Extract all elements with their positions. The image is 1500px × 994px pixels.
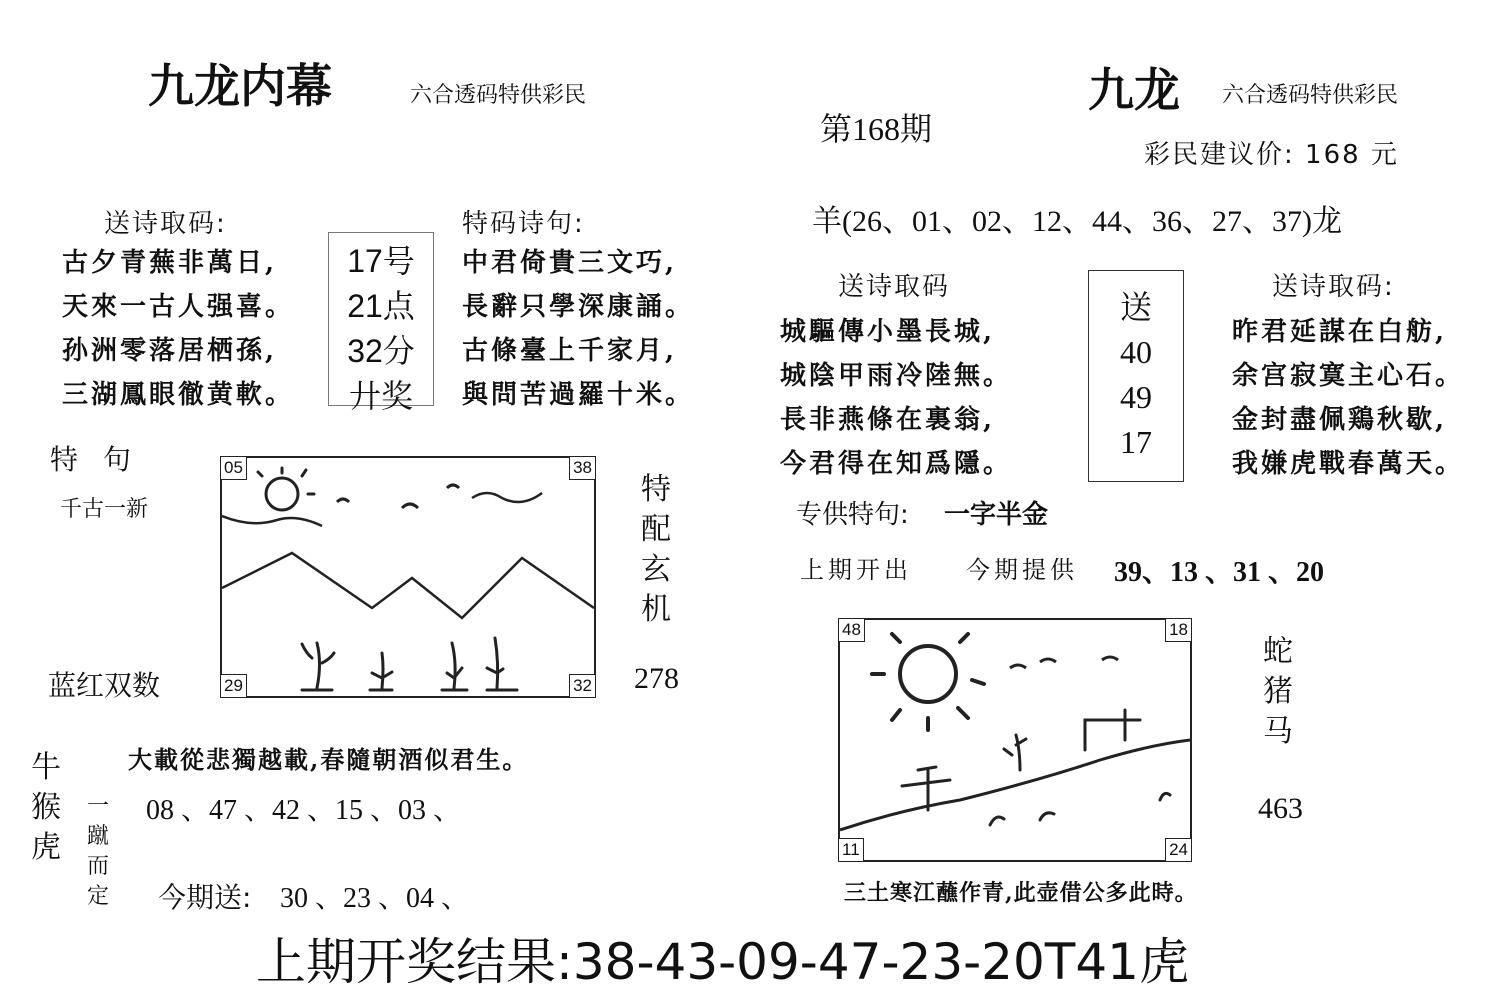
left-verse-line: 與問苦過羅十米。 bbox=[462, 380, 695, 410]
left-pic-corner-tl: 05 bbox=[220, 456, 247, 480]
left-verse bbox=[462, 241, 694, 417]
right-pic-corner-br: 24 bbox=[1165, 838, 1192, 862]
right-poem-label-a: 送诗取码 bbox=[838, 272, 951, 302]
right-number-box bbox=[1088, 270, 1184, 482]
left-box-item: 廾奖 bbox=[348, 378, 413, 414]
right-special-label: 专供特句: bbox=[796, 500, 909, 530]
right-caption: 三土寒江蘸作青,此壶借公多此時。 bbox=[844, 880, 1198, 906]
left-today-numbers: 30 、23 、04 、 bbox=[280, 883, 470, 914]
left-title: 九龙内幕 bbox=[148, 59, 332, 113]
right-numbers-line: 羊(26、01、02、12、44、36、27、37)龙 bbox=[812, 205, 1342, 238]
left-poem-line: 孙洲零落居栖孫, bbox=[62, 336, 278, 366]
right-poem-a-line: 長非燕條在裏翁, bbox=[780, 405, 996, 435]
left-poem-line: 三湖鳳眼徹黄軟。 bbox=[62, 380, 295, 410]
right-last-label: 上期开出 bbox=[800, 556, 912, 584]
right-this-numbers: 39、13 、31 、20 bbox=[1114, 557, 1325, 588]
left-poem bbox=[62, 241, 294, 417]
right-pic-corner-bl: 11 bbox=[838, 838, 864, 862]
left-zodiac-vertical bbox=[28, 748, 64, 868]
last-result: 上期开奖结果:38-43-09-47-23-20T41虎 bbox=[256, 933, 1189, 991]
right-subtitle: 六合透码特供彩民 bbox=[1222, 83, 1399, 108]
right-side-char: 蛇 bbox=[1263, 634, 1293, 669]
right-poem-label-b: 送诗取码: bbox=[1272, 272, 1395, 302]
right-pic-corner-tl: 48 bbox=[838, 618, 865, 642]
left-box-item: 32分 bbox=[347, 333, 415, 369]
left-side-char: 玄 bbox=[641, 552, 671, 587]
right-poem-a-line: 城驅傳小墨長城, bbox=[780, 317, 996, 347]
yiju-char: 而 bbox=[86, 854, 109, 879]
right-box-item: 送 bbox=[1119, 289, 1152, 325]
zodiac-char: 猴 bbox=[31, 790, 61, 825]
left-subtitle: 六合透码特供彩民 bbox=[410, 83, 587, 108]
left-side-char: 机 bbox=[641, 592, 671, 627]
left-poem-line: 古夕青蕪非萬日, bbox=[62, 248, 278, 278]
zodiac-char: 牛 bbox=[31, 750, 61, 785]
left-special-label: 特 句 bbox=[50, 443, 139, 476]
right-this-label: 今期提供 bbox=[966, 556, 1078, 584]
left-pic-corner-tr: 38 bbox=[569, 456, 596, 480]
left-special-text: 千古一新 bbox=[60, 497, 149, 522]
left-side-number: 278 bbox=[634, 662, 679, 695]
right-box-item: 49 bbox=[1120, 379, 1152, 415]
right-poem-b-line: 金封盡佩鶏秋歇, bbox=[1232, 405, 1448, 435]
sunrise-hill-scene-icon bbox=[840, 620, 1190, 860]
right-title: 九龙 bbox=[1088, 63, 1180, 117]
right-poem-a-line: 城陰甲雨冷陸無。 bbox=[780, 361, 1013, 391]
issue-number: 第168期 bbox=[820, 111, 933, 147]
left-poem-label: 送诗取码: bbox=[104, 209, 227, 239]
left-verse-label: 特码诗句: bbox=[462, 209, 585, 239]
left-verse-line: 長辭只學深康誦。 bbox=[462, 292, 695, 322]
left-side-char: 特 bbox=[641, 472, 671, 507]
yiju-char: 蹴 bbox=[86, 824, 109, 849]
right-special-text: 一字半金 bbox=[944, 500, 1049, 530]
left-box-item: 21点 bbox=[347, 288, 415, 324]
right-side-vertical bbox=[1258, 632, 1298, 752]
right-pic-corner-tr: 18 bbox=[1165, 618, 1192, 642]
left-pic-corner-br: 32 bbox=[569, 674, 596, 698]
right-box-item: 40 bbox=[1120, 334, 1152, 370]
left-verse-line: 古條臺上千家月, bbox=[462, 336, 678, 366]
right-poem-a-line: 今君得在知爲隱。 bbox=[780, 449, 1013, 479]
left-picture bbox=[220, 456, 596, 698]
left-box-item: 17号 bbox=[347, 243, 415, 279]
left-poem-line: 天來一古人强喜。 bbox=[62, 292, 295, 322]
right-poem-b-line: 昨君延謀在白舫, bbox=[1232, 317, 1448, 347]
right-side-char: 马 bbox=[1263, 714, 1293, 749]
left-numbers-row: 08 、47 、42 、15 、03 、 bbox=[146, 795, 462, 826]
right-poem-b-line: 余宫寂寞主心石。 bbox=[1232, 361, 1465, 391]
left-side-vertical bbox=[636, 470, 676, 630]
right-poem-b bbox=[1232, 310, 1464, 486]
left-color-label: 蓝红双数 bbox=[48, 669, 161, 702]
right-poem-a bbox=[780, 310, 1012, 486]
right-side-char: 猪 bbox=[1263, 674, 1293, 709]
left-poem-line-bottom: 大載從悲獨越載,春隨朝酒似君生。 bbox=[128, 745, 529, 774]
yiju-char: 定 bbox=[86, 884, 109, 909]
left-verse-line: 中君倚貴三文巧, bbox=[462, 248, 678, 278]
mountain-scene-icon bbox=[222, 458, 594, 696]
right-poem-b-line: 我嫌虎戰春萬天。 bbox=[1232, 449, 1465, 479]
right-box-item: 17 bbox=[1120, 424, 1152, 460]
right-picture bbox=[838, 618, 1192, 862]
left-pic-corner-bl: 29 bbox=[220, 674, 247, 698]
left-yiju-vertical bbox=[84, 792, 112, 912]
left-today-label: 今期送: bbox=[158, 881, 252, 914]
right-side-number: 463 bbox=[1258, 792, 1303, 825]
yiju-char: 一 bbox=[86, 794, 109, 819]
right-price: 彩民建议价: 168 元 bbox=[1144, 140, 1399, 170]
zodiac-char: 虎 bbox=[31, 830, 61, 865]
left-side-char: 配 bbox=[641, 512, 671, 547]
left-number-box bbox=[328, 232, 434, 414]
